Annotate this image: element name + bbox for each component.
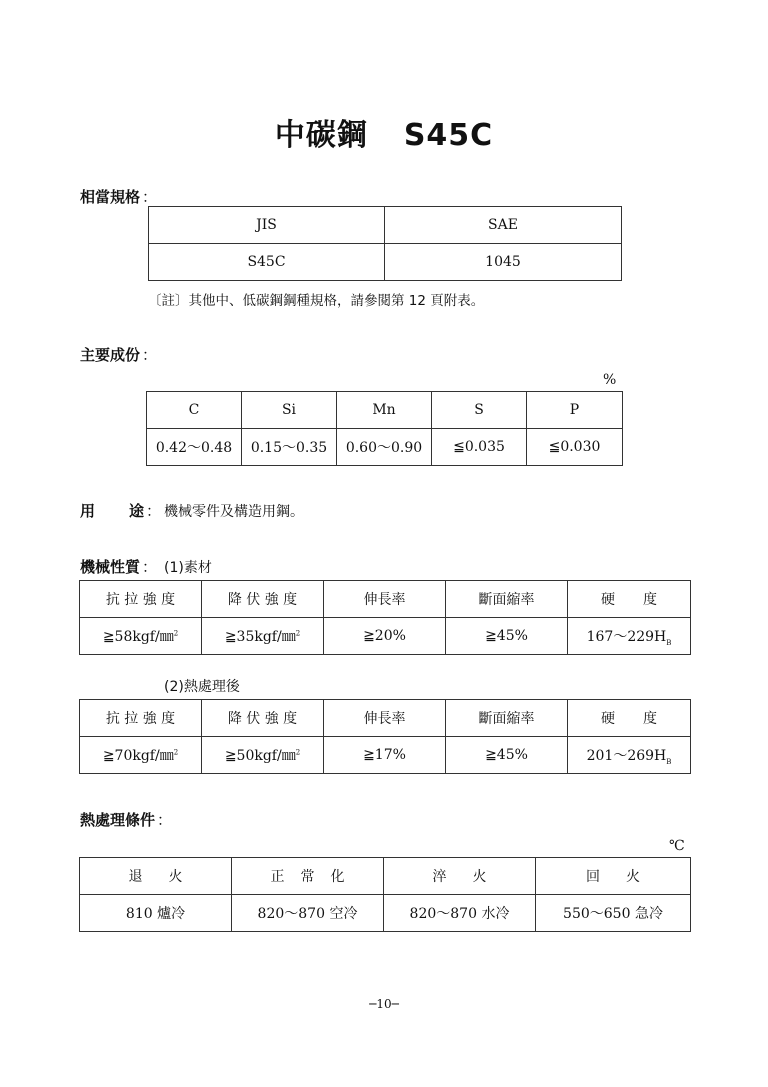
equivalent-header-jis: JIS [149, 207, 385, 244]
heat-header-normalizing: 正常化 [232, 858, 384, 895]
composition-header-c: C [147, 392, 242, 429]
composition-heading: 主要成份 ： [80, 346, 158, 364]
composition-value-s: ≦0.035 [432, 429, 527, 466]
composition-unit: % [603, 372, 617, 388]
mechanical-raw-table [79, 580, 691, 655]
raw-header-hardness: 硬 度 [568, 581, 691, 618]
raw-value-hardness: $167\sim 229H_B$ [568, 618, 691, 655]
equivalent-value-sae: 1045 [385, 244, 622, 281]
heat-value-tempering: 550～650 急冷 [536, 895, 691, 932]
treated-value-hardness: $201\sim 269H_B$ [568, 737, 691, 774]
treated-value-reduction: ≧45% [446, 737, 568, 774]
title-grade: S45C [403, 118, 494, 153]
composition-header-si: Si [242, 392, 337, 429]
equivalent-header-sae: SAE [385, 207, 622, 244]
page-number: ─10─ [369, 997, 399, 1011]
heat-treatment-table [79, 857, 691, 932]
raw-value-elongation: ≧20% [324, 618, 446, 655]
page-title [0, 110, 768, 154]
composition-header-mn: Mn [337, 392, 432, 429]
mechanical-heading: 機械性質 ： [80, 558, 158, 576]
mechanical-treated-table [79, 699, 691, 774]
raw-value-yield: ≧35kgf/㎜$^2$ [202, 618, 324, 655]
equivalent-value-jis: S45C [149, 244, 385, 281]
raw-value-reduction: ≧45% [446, 618, 568, 655]
treated-header-hardness: 硬 度 [568, 700, 691, 737]
treated-header-elongation: 伸長率 [324, 700, 446, 737]
usage-heading: 用 途 ： [80, 502, 162, 520]
heat-treatment-unit: ℃ [669, 838, 685, 854]
treated-header-reduction: 斷面縮率 [446, 700, 568, 737]
raw-header-elongation: 伸長率 [324, 581, 446, 618]
composition-value-c: 0.42～0.48 [147, 429, 242, 466]
raw-header-tensile: 抗 拉 強 度 [80, 581, 202, 618]
mechanical-raw-label: (1)素材 [164, 560, 212, 576]
treated-value-yield: ≧50kgf/㎜$^2$ [202, 737, 324, 774]
composition-value-p: ≦0.030 [527, 429, 623, 466]
equivalent-heading: 相當規格 ： [80, 188, 158, 206]
composition-table [146, 391, 623, 466]
equivalent-note: 〔註〕其他中、低碳鋼鋼種規格，請參閱第 12 頁附表。 [148, 293, 485, 309]
usage-text: 機械零件及構造用鋼。 [164, 504, 304, 520]
heat-value-quenching: 820～870 水冷 [384, 895, 536, 932]
composition-value-mn: 0.60～0.90 [337, 429, 432, 466]
mechanical-treated-label: (2)熱處理後 [164, 679, 240, 695]
treated-header-tensile: 抗 拉 強 度 [80, 700, 202, 737]
title-chinese: 中碳鋼 [274, 118, 368, 153]
heat-treatment-heading: 熱處理條件 ： [80, 811, 173, 829]
equivalent-table [148, 206, 622, 281]
treated-header-yield: 降 伏 強 度 [202, 700, 324, 737]
treated-value-elongation: ≧17% [324, 737, 446, 774]
heat-header-tempering: 回火 [536, 858, 691, 895]
heat-header-annealing: 退火 [80, 858, 232, 895]
composition-header-s: S [432, 392, 527, 429]
heat-value-annealing: 810 爐冷 [80, 895, 232, 932]
composition-header-p: P [527, 392, 623, 429]
raw-header-yield: 降 伏 強 度 [202, 581, 324, 618]
raw-header-reduction: 斷面縮率 [446, 581, 568, 618]
heat-header-quenching: 淬火 [384, 858, 536, 895]
treated-value-tensile: ≧70kgf/㎜$^2$ [80, 737, 202, 774]
composition-value-si: 0.15～0.35 [242, 429, 337, 466]
raw-value-tensile: ≧58kgf/㎜$^2$ [80, 618, 202, 655]
heat-value-normalizing: 820～870 空冷 [232, 895, 384, 932]
